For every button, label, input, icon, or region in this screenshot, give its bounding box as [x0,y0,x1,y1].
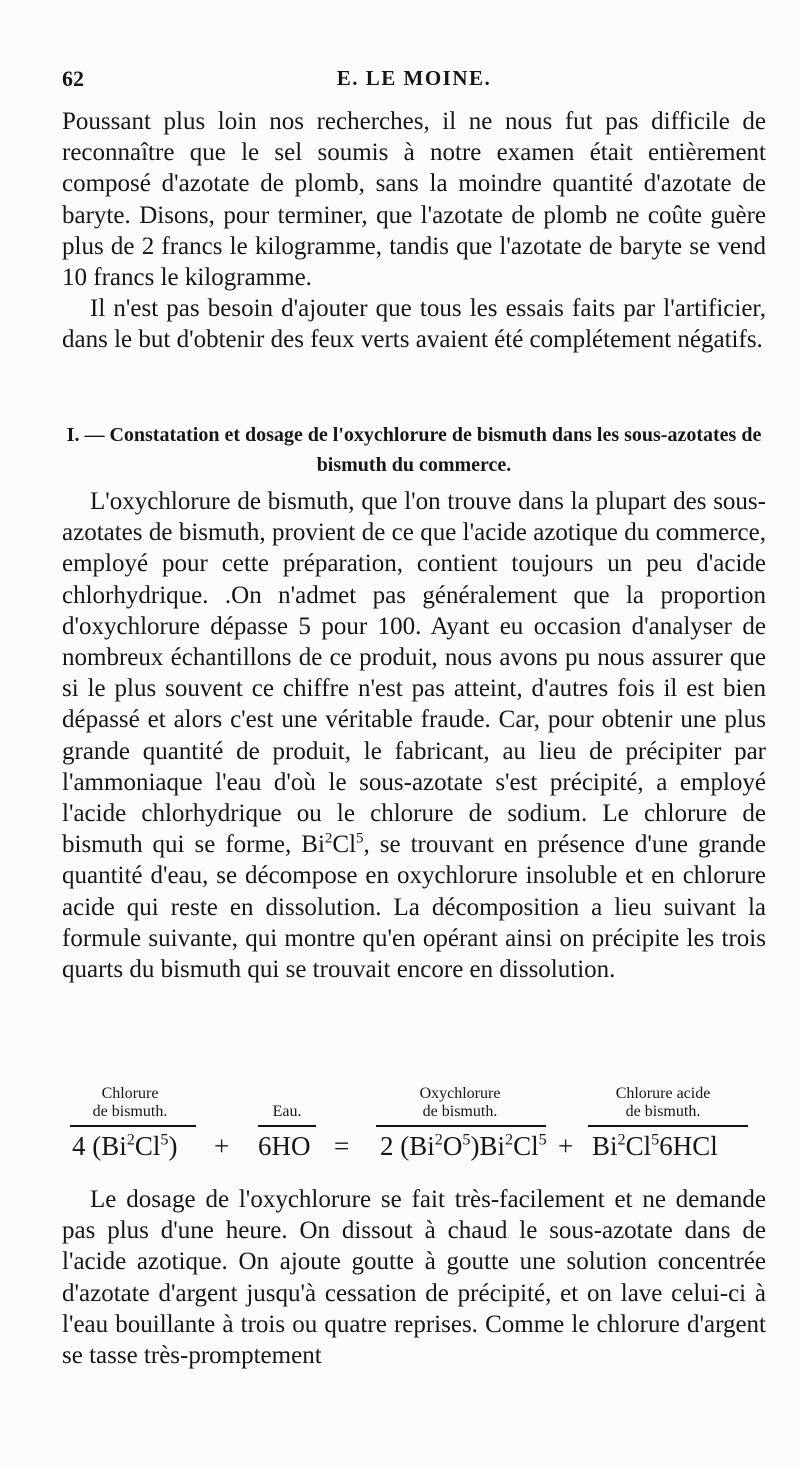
section-heading: I. — Constatation et dosage de l'oxychlorure de bismuth dans les sous-azotates de bismuth du commerce. [66,424,762,476]
paragraph [62,486,766,985]
equation-term-eau: 6HO [258,1131,311,1161]
paragraph: Le dosage de l'oxychlorure se fait très-facilement et ne demande pas plus d'une heure. On dissout à chaud le sous-azotate dans de l'acide azotique. On ajoute goutte à goutte une solution concentrée d'azotate d'argent jusqu'à cessation de précipité, et on lave celui-ci à l'eau bouillante à trois ou quatre reprises. Comme le chlorure d'argent se tasse très-promptement [62,1186,766,1370]
inline-formula: Bi$^2$Cl$^5$ [301,830,364,859]
equation-plus: + [214,1131,230,1161]
running-title: E. LE MOINE. [336,66,492,90]
chemical-equation [62,1085,766,1165]
equation-label-chlorure: Chlorure de bismuth. [92,1085,168,1120]
paragraph: Poussant plus loin nos recherches, il ne nous fut pas difficile de reconnaître que le sel soumis à notre examen était entièrement composé d'azotate de plomb, sans la moindre quantité d'azotate de baryte. Disons, pour terminer, que l'azotate de plomb ne coûte guère plus de 2 francs le kilogramme, tandis que l'azotate de baryte se vend 10 francs le kilogramme. [62,108,766,292]
equation-plus: + [558,1131,574,1161]
equation-term-chlorure-acide: Bi$^2$Cl$^5$6HCl [592,1130,718,1161]
equation-rule [70,1125,196,1127]
equation-rule [376,1125,546,1127]
text-run: , se trouvant en présence d'une grande quantité d'eau, se décompose en oxychlorure insoluble et en chlorure acide qui reste en dissolution. La décomposition a lieu suivant la formule suivante, qui montre qu'en opérant ainsi on précipite les trois quarts du bismuth qui se trouvait encore en dissolution. [62,831,767,984]
paragraph: Il n'est pas besoin d'ajouter que tous les essais faits par l'artificier, dans le but d'obtenir des feux verts avaient été complétement négatifs. [62,295,766,354]
equation-term-chlorure: 4 (Bi$^2$Cl$^5$) [72,1130,178,1161]
equation-rule [258,1125,316,1127]
equation-equals: = [334,1131,350,1161]
text-run: L'oxychlorure de bismuth, que l'on trouve dans la plupart des sous-azotates de bismuth, provient de ce que l'acide azotique du commerce, employé pour cette préparation, contient toujours un peu d'acide chlorhydrique. .On n'admet pas généralement que la proportion d'oxychlorure dépasse 5 pour 100. Ayant eu occasion d'analyser de nombreux échantillons de ce produit, nous avons pu nous assurer que si le plus souvent ce chiffre n'est pas atteint, d'autres fois il est bien dépassé et alors c'est une véritable fraude. Car, pour obtenir une plus grande quantité de produit, le fabricant, au lieu de précipiter par l'ammoniaque l'eau d'où le sous-azotate s'est précipité, a employé l'acide chlorhydrique ou le chlorure de sodium. Le chlorure de bismuth qui se forme, [62,488,766,859]
equation-label-chlorure-acide: Chlorure acide de bismuth. [615,1085,711,1120]
running-head [62,66,766,92]
equation-label-eau: Eau. [272,1103,302,1120]
equation-label-oxychlorure: Oxychlorure de bismuth. [419,1085,501,1120]
page-number: 62 [62,66,84,91]
equation-term-oxychlorure: 2 $(Bi^2O^5)Bi^2Cl^5$ [380,1130,547,1161]
equation-rule [588,1125,748,1127]
